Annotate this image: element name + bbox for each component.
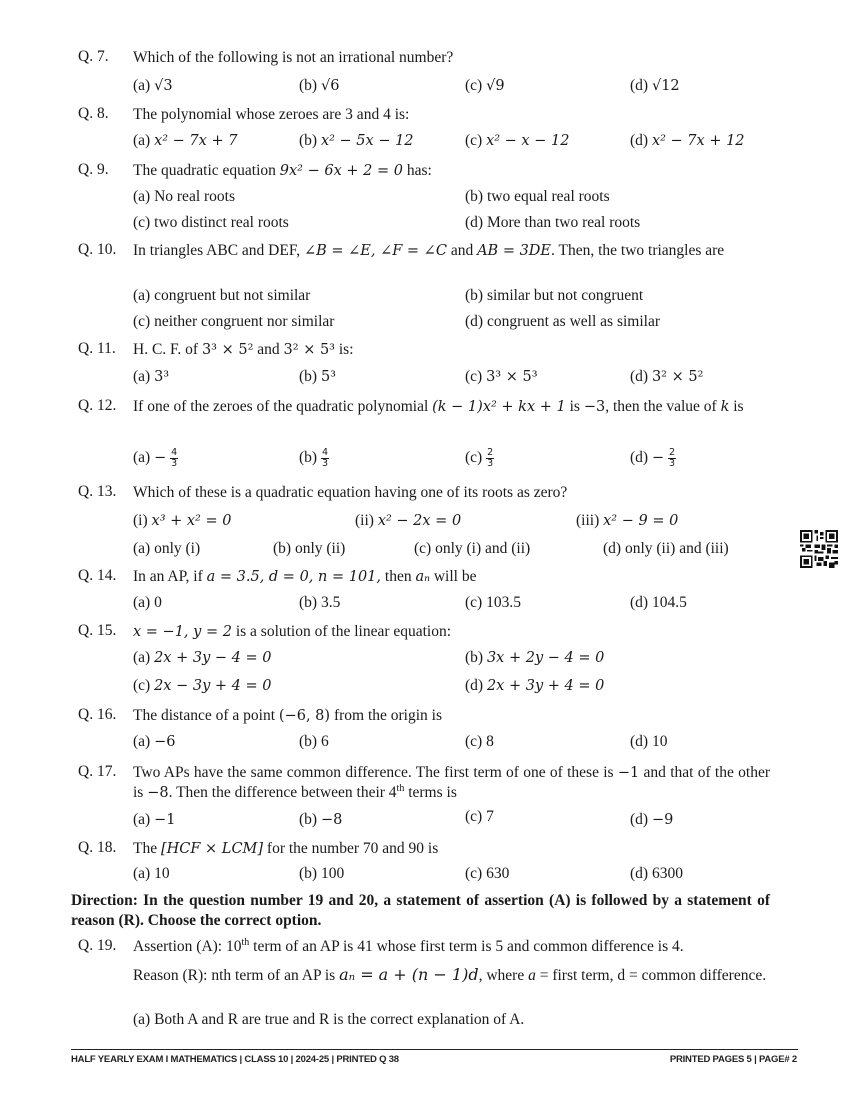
options-row [133, 368, 773, 390]
option-a[interactable]: (a) √3 [133, 77, 173, 94]
option-a[interactable]: (a) x² − 7x + 7 [133, 132, 238, 149]
question-number: Q. 8. [78, 105, 109, 122]
question-text: H. C. F. of 3³ × 5² and 3² × 5³ is: [133, 341, 354, 358]
options-row [133, 1011, 773, 1033]
option-c[interactable]: (c) 8 [465, 733, 494, 750]
option-a[interactable]: (a) −1 [133, 811, 176, 828]
options-row [133, 287, 773, 309]
question-text: In an AP, if a = 3.5, d = 0, n = 101, then aₙ will be [133, 568, 477, 585]
option-d[interactable]: (d) − $\frac{2}{3}$ [630, 447, 676, 469]
option-a[interactable]: (a) Both A and R are true and R is the correct explanation of A. [133, 1011, 525, 1028]
options-row [133, 448, 773, 474]
option-a[interactable]: (a) 3³ [133, 368, 170, 385]
option-d[interactable]: (d) −9 [630, 811, 674, 828]
option-a[interactable]: (a) 2x + 3y − 4 = 0 [133, 649, 272, 666]
question-7 [78, 48, 770, 68]
options-row [133, 77, 773, 99]
question-text: The polynomial whose zeroes are 3 and 4 is: [133, 106, 410, 123]
question-text: If one of the zeroes of the quadratic polynomial (k − 1)x² + kx + 1 is −3, then the value of k is [133, 398, 744, 415]
question-15 [78, 622, 770, 642]
option-d[interactable]: (d) x² − 7x + 12 [630, 132, 745, 149]
option-c[interactable]: (c) √9 [465, 77, 505, 94]
question-text: Which of the following is not an irrational number? [133, 49, 454, 66]
options-row [133, 132, 773, 154]
option-a[interactable]: (a) 10 [133, 865, 170, 882]
question-10 [78, 241, 770, 261]
option-d[interactable]: (d) 3² × 5² [630, 368, 704, 385]
option-b[interactable]: (b) $\frac{4}{3}$ [299, 447, 328, 469]
question-number: Q. 18. [78, 839, 117, 856]
option-b[interactable]: (b) only (ii) [273, 540, 346, 557]
option-c[interactable]: (c) 103.5 [465, 594, 521, 611]
question-12 [78, 397, 770, 417]
options-row [133, 540, 773, 562]
option-a[interactable]: (a) congruent but not similar [133, 287, 311, 304]
option-b[interactable]: (b) 3.5 [299, 594, 341, 611]
option-b[interactable]: (b) 100 [299, 865, 345, 882]
options-row [133, 808, 773, 833]
footer-left: HALF YEARLY EXAM I MATHEMATICS | CLASS 10 | 2024-25 | PRINTED Q 38 [71, 1054, 399, 1065]
question-text: x = −1, y = 2 is a solution of the linear equation: [133, 623, 452, 640]
option-d[interactable]: (d) congruent as well as similar [465, 313, 660, 330]
question-number: Q. 13. [78, 483, 117, 500]
question-number: Q. 17. [78, 763, 117, 780]
option-d[interactable]: (d) 6300 [630, 865, 683, 882]
statement-ii: (ii) x² − 2x = 0 [355, 512, 462, 529]
question-number: Q. 12. [78, 397, 117, 414]
reason-block [78, 965, 770, 986]
question-number: Q. 15. [78, 622, 117, 639]
option-c[interactable]: (c) two distinct real roots [133, 214, 289, 231]
option-c[interactable]: (c) 3³ × 5³ [465, 368, 538, 385]
option-b[interactable]: (b) 5³ [299, 368, 336, 385]
question-number: Q. 9. [78, 161, 109, 178]
reason-text: Reason (R): nth term of an AP is aₙ = a + (n − 1)d, where a = first term, d = common difference. [133, 965, 767, 984]
option-d[interactable]: (d) 2x + 3y + 4 = 0 [465, 677, 605, 694]
option-d[interactable]: (d) 104.5 [630, 594, 687, 611]
question-text: The [HCF × LCM] for the number 70 and 90 is [133, 840, 439, 857]
statement-i: (i) x³ + x² = 0 [133, 512, 232, 529]
options-row [133, 188, 773, 210]
option-c[interactable]: (c) x² − x − 12 [465, 132, 570, 149]
question-17 [78, 763, 770, 803]
option-d[interactable]: (d) √12 [630, 77, 680, 94]
option-c[interactable]: (c) $\frac{2}{3}$ [465, 447, 494, 469]
question-13 [78, 483, 770, 503]
options-row [133, 313, 773, 335]
question-text: The quadratic equation 9x² − 6x + 2 = 0 has: [133, 162, 432, 179]
question-18 [78, 839, 770, 859]
option-a[interactable]: (a) No real roots [133, 188, 235, 205]
option-c[interactable]: (c) 7 [465, 808, 494, 825]
option-c[interactable]: (c) 630 [465, 865, 510, 882]
option-d[interactable]: (d) More than two real roots [465, 214, 641, 231]
question-text: In triangles ABC and DEF, ∠B = ∠E, ∠F = ∠C and AB = 3DE. Then, the two triangles are [133, 242, 725, 259]
question-19 [78, 937, 770, 957]
question-8 [78, 105, 770, 125]
question-text: Which of these is a quadratic equation having one of its roots as zero? [133, 484, 568, 501]
question-number: Q. 14. [78, 567, 117, 584]
option-a[interactable]: (a) −6 [133, 733, 176, 750]
question-number: Q. 16. [78, 706, 117, 723]
option-a[interactable]: (a) 0 [133, 594, 162, 611]
question-number: Q. 19. [78, 937, 117, 954]
options-row [133, 594, 773, 616]
option-a[interactable]: (a) − $\frac{4}{3}$ [133, 447, 178, 469]
footer-divider [71, 1049, 798, 1050]
option-b[interactable]: (b) −8 [299, 811, 343, 828]
option-b[interactable]: (b) √6 [299, 77, 340, 94]
section-direction: Direction: In the question number 19 and 20, a statement of assertion (A) is followed by a statement of reason (R). Choose the correct option. [71, 892, 770, 929]
statement-iii: (iii) x² − 9 = 0 [576, 512, 679, 529]
option-c[interactable]: (c) only (i) and (ii) [414, 540, 531, 557]
option-b[interactable]: (b) two equal real roots [465, 188, 610, 205]
qr-code-icon [800, 530, 838, 568]
option-c[interactable]: (c) 2x − 3y + 4 = 0 [133, 677, 272, 694]
option-d[interactable]: (d) only (ii) and (iii) [603, 540, 729, 557]
question-14 [78, 567, 770, 587]
question-number: Q. 7. [78, 48, 109, 65]
options-row [133, 649, 773, 671]
assertion-text: Assertion (A): 10th term of an AP is 41 whose first term is 5 and common difference is 4. [133, 937, 684, 955]
question-number: Q. 10. [78, 241, 117, 258]
option-a[interactable]: (a) only (i) [133, 540, 201, 557]
option-d[interactable]: (d) 10 [630, 733, 668, 750]
options-row [133, 677, 773, 699]
options-row [133, 733, 773, 755]
footer-right: PRINTED PAGES 5 | PAGE# 2 [669, 1054, 797, 1065]
question-text: The distance of a point (−6, 8) from the origin is [133, 707, 442, 724]
option-b[interactable]: (b) 3x + 2y − 4 = 0 [465, 649, 605, 666]
option-b[interactable]: (b) 6 [299, 733, 329, 750]
option-c[interactable]: (c) neither congruent nor similar [133, 313, 335, 330]
statements-row [133, 512, 773, 534]
options-row [133, 865, 773, 887]
question-16 [78, 706, 770, 726]
option-b[interactable]: (b) x² − 5x − 12 [299, 132, 414, 149]
question-11 [78, 340, 770, 360]
question-9 [78, 161, 770, 181]
option-b[interactable]: (b) similar but not congruent [465, 287, 644, 304]
question-number: Q. 11. [78, 340, 116, 357]
options-row [133, 214, 773, 236]
question-text: Two APs have the same common difference. The first term of one of these is −1 and that of the other is −8. Then the difference between their 4th terms is [133, 764, 770, 801]
